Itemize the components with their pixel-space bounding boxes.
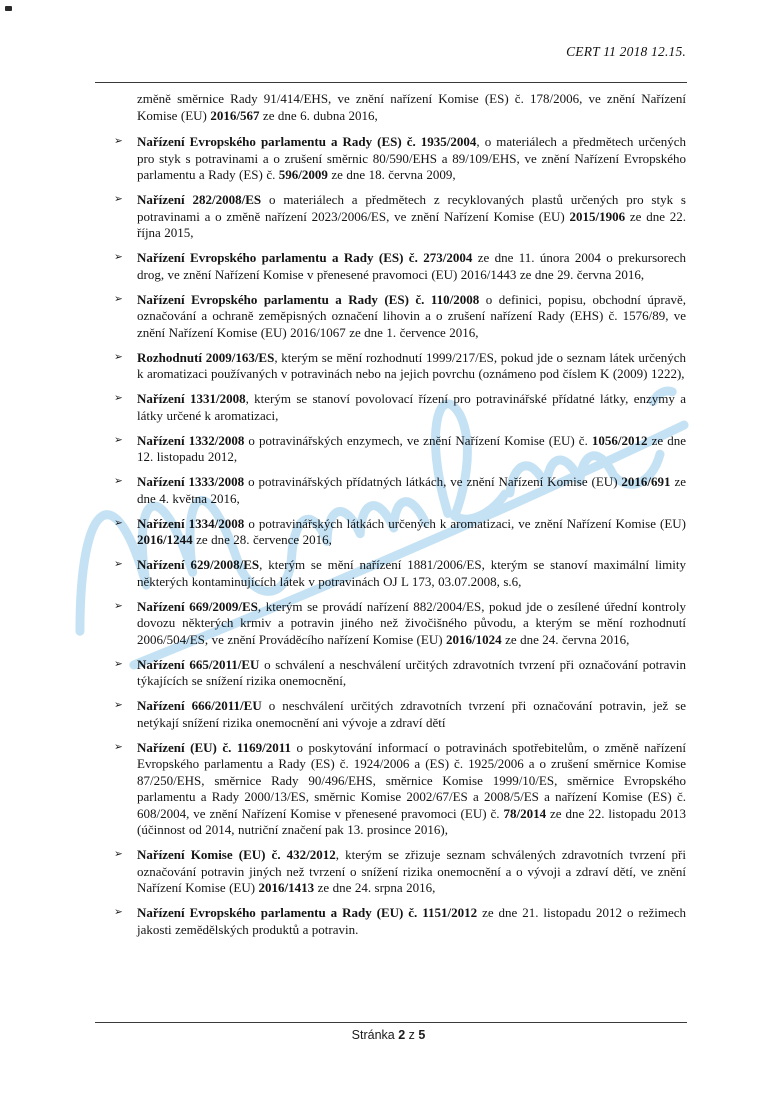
page-footer (0, 1028, 777, 1042)
bullet-arrow-icon: ➢ (114, 906, 123, 918)
text-segment: 1056/2012 (591, 432, 648, 448)
footer-of-label: z (408, 1028, 415, 1042)
text-segment: ze dne 21. listopadu 2012 o režimech jakosti zemědělských produktů a potravin. (137, 905, 686, 937)
text-segment: , kterým se mění nařízení 1881/2006/ES, kterým se stanoví maximální limity některých kontaminujících látek v potravinách OJ L 173, 03.07.2008, s.6, (137, 557, 686, 589)
text-segment: ze dne 12. listopadu 2012, (137, 432, 686, 464)
text-segment: Nařízení 1333/2008 (137, 474, 245, 489)
scan-artifact (5, 6, 12, 11)
text-segment: ze dne 22. října 2015, (137, 208, 686, 240)
text-segment: 2016/691 (621, 474, 671, 489)
item-text (137, 134, 686, 182)
text-segment: Nařízení Evropského parlamentu a Rady (ES) č. 110/2008 (137, 291, 480, 307)
item-text (137, 192, 686, 240)
list-item (114, 598, 686, 649)
document-body (114, 91, 687, 947)
text-segment: 2016/567 (210, 107, 260, 123)
text-segment: Nařízení 282/2008/ES (137, 192, 262, 207)
item-text (137, 391, 686, 423)
text-segment: o poskytování informací o potravinách spotřebitelům, o změně nařízení Evropského parlamentu a Rady (ES) č. 1924/2006 a (ES) č. 1925/2006 a o zrušení směrnice Komise 87/250/EHS, směrnice Rady 90/496/EHS, směrnice Komise 1999/10/ES, směrnice Evropského parlamentu a Rady 2000/13/ES, směrnic Komise 2002/67/ES a 2008/5/ES a nařízení Komise (ES) č. 608/2004, ve znění Nařízení Komise v přenesené pravomoci (EU) č. (137, 739, 686, 821)
document-reference-header: CERT 11 2018 12.15. (566, 44, 686, 59)
list-item (114, 847, 686, 897)
bullet-arrow-icon: ➢ (114, 193, 123, 205)
list-item (114, 515, 686, 549)
item-text (137, 698, 686, 730)
item-text (137, 905, 686, 937)
text-segment: 2016/1244 (137, 532, 193, 547)
text-segment: změně směrnice Rady 91/414/EHS, ve znění nařízení Komise (ES) č. 178/2006, ve znění Nařízení Komise (EU) (137, 91, 686, 123)
bullet-arrow-icon: ➢ (114, 740, 123, 753)
item-text (137, 847, 686, 895)
list-item (114, 349, 686, 383)
text-segment: ze dne 28. července 2016, (192, 532, 332, 547)
regulation-list (114, 134, 687, 938)
bullet-arrow-icon: ➢ (114, 657, 123, 670)
bullet-arrow-icon: ➢ (114, 699, 123, 711)
footer-rule (95, 1022, 687, 1023)
text-segment: 2015/1906 (569, 208, 626, 224)
list-item (114, 905, 686, 938)
text-segment: Nařízení 665/2011/EU (137, 656, 260, 672)
bullet-arrow-icon: ➢ (114, 392, 123, 404)
footer-page-number: 2 (398, 1028, 406, 1042)
bullet-arrow-icon: ➢ (114, 558, 123, 570)
text-segment: 596/2009 (278, 167, 328, 182)
bullet-arrow-icon: ➢ (114, 516, 123, 529)
item-text (137, 657, 686, 689)
text-segment: Nařízení (EU) č. 1169/2011 (137, 739, 292, 755)
text-segment: o neschválení určitých zdravotních tvrzení při označování potravin, jež se netýkají snížení rizika onemocnění ani vývoje a zdraví dětí (137, 698, 686, 730)
text-segment: Nařízení Evropského parlamentu a Rady (EU) č. 1151/2012 (137, 905, 478, 920)
item-text (137, 599, 686, 647)
text-segment: , kterým se provádí nařízení 882/2004/ES, pokud jde o zesílené úřední kontroly dovozu některých krmiv a potravin jiného než živočišného původu, a kterým se mění rozhodnutí 2006/504/ES, ve znění Prováděcího nařízení Komise (EU) (137, 598, 686, 647)
list-item (114, 291, 686, 342)
text-segment: o potravinářských látkách určených k aromatizaci, ve znění Nařízení Komise (EU) (244, 515, 686, 531)
text-segment: ze dne 24. června 2016, (501, 631, 630, 647)
item-text (137, 557, 686, 589)
bullet-arrow-icon: ➢ (114, 251, 123, 263)
text-segment: Nařízení Evropského parlamentu a Rady (ES) č. 273/2004 (137, 250, 473, 265)
text-segment: 2016/1413 (258, 880, 315, 895)
text-segment: Nařízení Komise (EU) č. 432/2012 (137, 847, 336, 862)
text-segment: o schválení a neschválení určitých zdravotních tvrzení při označování potravin týkajících se snížení rizika onemocnění, (137, 656, 686, 688)
item-text (137, 250, 686, 282)
list-item (114, 192, 686, 242)
bullet-arrow-icon: ➢ (114, 350, 123, 363)
text-segment: , o materiálech a předmětech určených pro styk s potravinami a o zrušení směrnic 80/590/EHS a 89/109/EHS, ve znění Nařízení Evropského parlamentu a Rady (ES) č. (137, 134, 687, 182)
text-segment: 78/2014 (503, 805, 547, 821)
item-text (137, 350, 686, 382)
text-segment: Rozhodnutí 2009/163/ES (137, 349, 275, 365)
list-item (114, 557, 686, 590)
list-item (114, 250, 686, 283)
text-segment: ze dne 6. dubna 2016, (259, 107, 378, 123)
intro-paragraph (137, 91, 686, 124)
list-item (114, 474, 686, 507)
bullet-arrow-icon: ➢ (114, 475, 123, 487)
bullet-arrow-icon: ➢ (114, 599, 123, 612)
item-text (137, 740, 686, 838)
list-item (114, 134, 687, 184)
text-segment: Nařízení 1332/2008 (137, 432, 245, 448)
bullet-arrow-icon: ➢ (114, 433, 123, 446)
text-segment: o materiálech a předmětech z recyklovaných plastů určených pro styk s potravinami a o změně nařízení 2023/2006/ES, ve znění Nařízení Komise (EU) (137, 192, 686, 224)
text-segment: ze dne 18. června 2009, (327, 167, 456, 182)
text-segment: Nařízení Evropského parlamentu a Rady (ES) č. 1935/2004 (137, 134, 477, 149)
header-rule (95, 82, 687, 83)
text-segment: Nařízení 629/2008/ES (137, 557, 260, 572)
list-item (114, 391, 686, 424)
text-segment: ze dne 4. května 2016, (137, 474, 686, 506)
text-segment: Nařízení 666/2011/EU (137, 698, 262, 713)
text-segment: o potravinářských přídatných látkách, ve znění Nařízení Komise (EU) (244, 474, 622, 489)
footer-label: Stránka (351, 1028, 395, 1042)
list-item (114, 739, 687, 839)
text-segment: , kterým se stanoví povolovací řízení pro potravinářské přídatné látky, enzymy a látky určené k aromatizaci, (137, 391, 686, 423)
footer-total-pages: 5 (418, 1028, 426, 1042)
list-item (114, 656, 686, 690)
text-segment: Nařízení 1334/2008 (137, 515, 245, 531)
text-segment: 2016/1024 (446, 631, 502, 647)
text-segment: ze dne 24. srpna 2016, (314, 880, 436, 895)
text-segment: o potravinářských enzymech, ve znění Nařízení Komise (EU) č. (244, 432, 592, 448)
list-item (114, 432, 686, 466)
item-text (137, 516, 686, 548)
text-segment: o definici, popisu, obchodní úpravě, označování a ochraně zeměpisných označení lihovin a o zrušení nařízení Rady (EHS) č. 1576/89, ve znění Nařízení Komise (EU) 2016/1067 ze dne 1. července 2016, (137, 291, 686, 340)
item-text (137, 433, 686, 465)
bullet-arrow-icon: ➢ (114, 135, 123, 147)
list-item (114, 698, 686, 731)
text-segment: , kterým se zřizuje seznam schválených zdravotních tvrzení při označování potravin jiných než tvrzení o snížení rizika onemocnění a o vývoji a zdraví dětí, ve znění Nařízení Komise (EU) (137, 847, 686, 895)
text-segment: ze dne 11. února 2004 o prekursorech drog, ve znění Nařízení Komise v přenesené pravomoci (EU) 2016/1443 ze dne 29. června 2016, (137, 250, 686, 282)
text-segment: Nařízení 1331/2008 (137, 391, 246, 406)
item-text (137, 474, 686, 506)
text-segment: Nařízení 669/2009/ES (137, 598, 258, 614)
bullet-arrow-icon: ➢ (114, 848, 123, 860)
bullet-arrow-icon: ➢ (114, 292, 123, 305)
text-segment: ze dne 22. listopadu 2013 (účinnost od 2014, nutriční značení pak 13. prosince 2016), (137, 805, 687, 837)
text-segment: , kterým se mění rozhodnutí 1999/217/ES, pokud jde o seznam látek určených k aromatizaci používaných v potravinách nebo na jejich povrchu (oznámeno pod číslem K (2009) 1222), (137, 349, 686, 381)
item-text (137, 292, 686, 340)
